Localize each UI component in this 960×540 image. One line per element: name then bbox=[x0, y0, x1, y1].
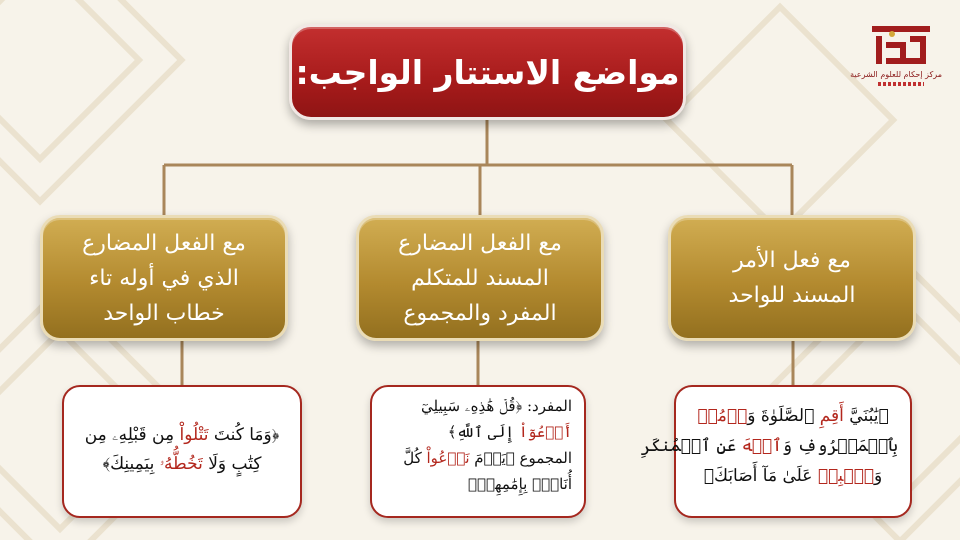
category-line: المسند للواحد bbox=[728, 283, 856, 308]
category-line: مع الفعل المضارع bbox=[82, 230, 246, 256]
verse-text: بِٱلۡمَعۡرُوفِ وَ bbox=[782, 436, 898, 456]
verse-text: عَنِ ٱلۡمُنكَرِ bbox=[640, 436, 742, 456]
category-box-imperative bbox=[668, 215, 916, 341]
category-line: خطاب الواحد bbox=[103, 300, 225, 326]
verse-text: كُلَّ bbox=[403, 449, 427, 467]
verse-text: مِن قَبْلِهِۦ مِن bbox=[84, 425, 180, 445]
verse-text: ﴿وَمَا كُنتَ bbox=[208, 425, 280, 445]
category-line: مع الفعل المضارع bbox=[398, 230, 562, 256]
example-line bbox=[640, 431, 898, 461]
example-box-present-2nd-person bbox=[62, 385, 302, 518]
verse-text: ٱلصَّلَوٰةَ وَ bbox=[747, 406, 820, 426]
category-line: الذي في أوله تاء bbox=[89, 265, 239, 291]
highlighted-verb: تَتْلُواْ bbox=[179, 425, 209, 445]
logo-subtitle: مركز إحكام للعلوم الشرعية bbox=[850, 70, 942, 79]
example-line bbox=[380, 445, 572, 471]
example-line bbox=[688, 461, 898, 491]
verse-text: إِلَى ٱللَّهِ﴾ bbox=[447, 423, 519, 441]
verse-text: وَ bbox=[873, 466, 883, 486]
verse-text: المجموع ﴿يَوۡمَ bbox=[469, 449, 572, 467]
example-box-present-1st-person bbox=[370, 385, 586, 518]
verse-text: بِيَمِينِكَ﴾ bbox=[102, 454, 160, 474]
title-box bbox=[289, 24, 686, 120]
category-label bbox=[51, 226, 277, 331]
logo-underline bbox=[878, 82, 924, 86]
verse-text: ﴿يَٰبُنَيَّ bbox=[843, 406, 889, 426]
highlighted-verb: أَقِمِ bbox=[819, 406, 844, 426]
category-label bbox=[679, 243, 905, 313]
example-line: أُنَاسِۭ بِإِمَٰمِهِمۡ﴾ bbox=[467, 475, 572, 493]
highlighted-verb: ٱنۡهَ bbox=[741, 436, 783, 456]
category-box-present-2nd-person bbox=[40, 215, 288, 341]
category-line: المسند للمتكلم bbox=[411, 265, 549, 291]
example-line bbox=[76, 450, 288, 479]
verse-text: كِتَٰبٍ وَلَا bbox=[202, 454, 262, 474]
highlighted-verb: تَخُطُّهُۥ bbox=[159, 454, 203, 474]
category-line: مع فعل الأمر bbox=[733, 248, 851, 273]
example-line bbox=[76, 421, 288, 450]
example-line bbox=[380, 419, 572, 445]
example-line: المفرد: ﴿قُلۡ هَٰذِهِۦ سَبِيلِيٓ bbox=[421, 397, 572, 415]
category-line: المفرد والمجموع bbox=[403, 300, 557, 326]
logo-mark-icon bbox=[872, 22, 930, 68]
highlighted-verb: نَدۡعُواْ bbox=[426, 449, 470, 467]
highlighted-verb: أَدۡعُوٓاْ bbox=[518, 423, 572, 441]
brand-logo bbox=[850, 22, 942, 90]
verse-text: عَلَىٰ مَآ أَصَابَكَ﴾ bbox=[703, 466, 818, 486]
example-box-imperative bbox=[640, 385, 912, 518]
highlighted-verb: ٱصۡبِرۡ bbox=[817, 466, 874, 486]
diagram-title: مواضع الاستتار الواجب: bbox=[295, 52, 680, 92]
highlighted-verb: أۡمُرۡ bbox=[697, 406, 748, 426]
example-line bbox=[688, 401, 898, 431]
category-box-present-1st-person bbox=[356, 215, 604, 341]
category-label bbox=[367, 226, 593, 331]
